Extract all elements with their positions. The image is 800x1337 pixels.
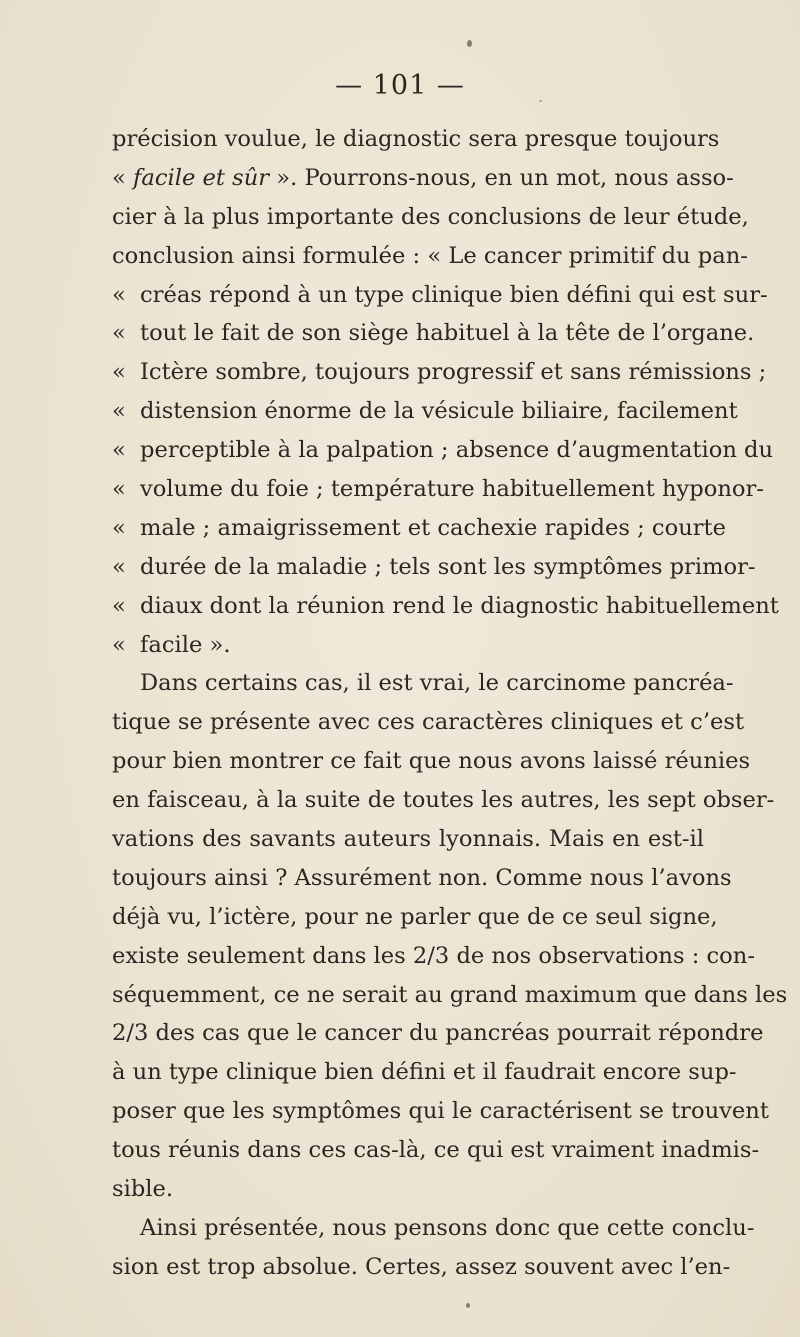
quoted-text: diaux dont la réunion rend le diagnostic habituellement <box>140 592 779 619</box>
text-line <box>112 276 768 315</box>
quoted-text: perceptible à la palpation ; absence d’augmentation du <box>140 437 774 464</box>
text-line <box>112 353 767 392</box>
text-line: existe seulement dans les 2/3 de nos observations : con- <box>112 942 755 969</box>
quoted-text: tout le fait de son siège habituel à la tête de l’organe. <box>140 320 755 347</box>
text-line: tous réunis dans ces cas-là, ce qui est vraiment inadmis- <box>112 1137 760 1164</box>
quote-mark: « <box>112 398 126 425</box>
text-line: pour bien montrer ce fait que nous avons laissé réunies <box>112 748 751 775</box>
text-line: tique se présente avec ces caractères cliniques et c’est <box>112 709 745 736</box>
paper-speck <box>467 40 472 47</box>
quoted-text: distension énorme de la vésicule biliaire, facilement <box>140 398 738 425</box>
text-line: vations des savants auteurs lyonnais. Mais en est-il <box>112 826 704 853</box>
quote-mark: « <box>112 553 126 580</box>
text-line: cier à la plus importante des conclusions de leur étude, <box>112 203 749 230</box>
text-line <box>112 159 734 198</box>
quote-mark: « <box>112 320 126 347</box>
paper-speck <box>466 1303 470 1308</box>
text-line <box>112 626 704 665</box>
text-line: 2/3 des cas que le cancer du pancréas pourrait répondre <box>112 1020 764 1047</box>
quote-mark: « <box>112 476 126 503</box>
text-line-prefix: « <box>112 164 134 191</box>
paper-speck <box>539 100 542 102</box>
quoted-text: créas répond à un type clinique bien défini qui est sur- <box>140 281 768 308</box>
italic-phrase: facile et sûr <box>133 164 270 191</box>
quoted-text: facile ». <box>140 631 231 658</box>
text-line <box>112 587 779 626</box>
text-line: précision voulue, le diagnostic sera presque toujours <box>112 126 720 152</box>
text-line: sion est trop absolue. Certes, assez souvent avec l’en- <box>112 1253 731 1280</box>
quote-mark: « <box>112 631 126 658</box>
text-line: sible. <box>112 1176 174 1203</box>
text-line: poser que les symptômes qui le caractérisent se trouvent <box>112 1098 769 1125</box>
text-line <box>112 548 756 587</box>
quoted-text: male ; amaigrissement et cachexie rapides ; courte <box>140 514 726 541</box>
text-line <box>112 431 774 470</box>
quote-mark: « <box>112 359 126 386</box>
text-line <box>112 509 726 548</box>
text-line-rest: ». Pourrons-nous, en un mot, nous asso- <box>269 164 734 191</box>
text-line: séquemment, ce ne serait au grand maximum que dans les <box>112 981 788 1008</box>
text-line: déjà vu, l’ictère, pour ne parler que de ce seul signe, <box>112 903 718 930</box>
page-number: — 101 — <box>335 70 465 101</box>
quote-mark: « <box>112 281 126 308</box>
quote-mark: « <box>112 514 126 541</box>
text-line <box>112 392 738 431</box>
quote-mark: « <box>112 592 126 619</box>
quoted-text: durée de la maladie ; tels sont les symptômes primor- <box>140 553 756 580</box>
text-line: à un type clinique bien défini et il faudrait encore sup- <box>112 1059 737 1086</box>
text-line <box>112 470 764 509</box>
text-line: conclusion ainsi formulée : « Le cancer primitif du pan- <box>112 242 748 269</box>
page-body-text <box>112 120 788 1287</box>
text-line: en faisceau, à la suite de toutes les autres, les sept obser- <box>112 787 775 814</box>
text-line: Dans certains cas, il est vrai, le carcinome pancréa- <box>140 670 734 697</box>
text-line <box>112 314 755 353</box>
text-line: Ainsi présentée, nous pensons donc que cette conclu- <box>140 1214 755 1241</box>
text-line: toujours ainsi ? Assurément non. Comme nous l’avons <box>112 864 732 891</box>
quoted-text: volume du foie ; température habituellement hyponor- <box>140 476 764 503</box>
quote-mark: « <box>112 437 126 464</box>
quoted-text: Ictère sombre, toujours progressif et sans rémissions ; <box>140 359 767 386</box>
